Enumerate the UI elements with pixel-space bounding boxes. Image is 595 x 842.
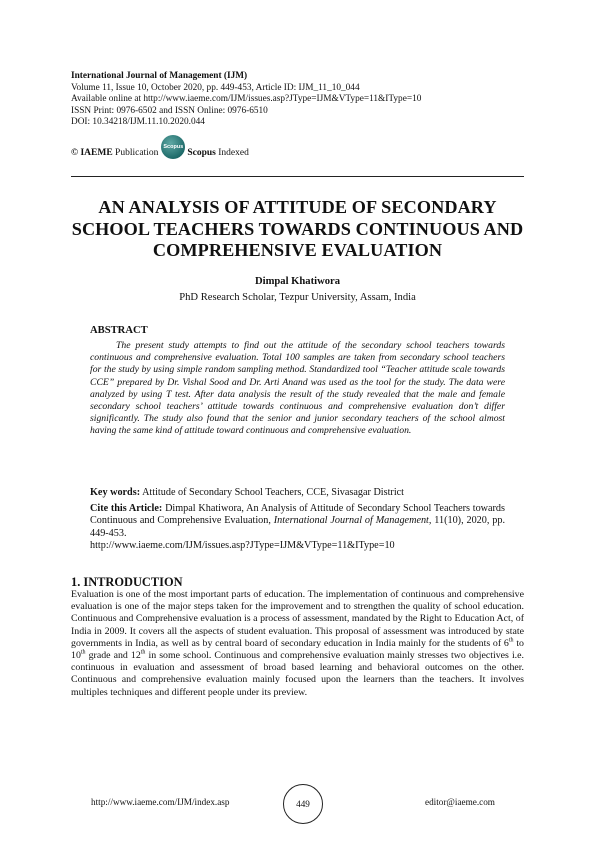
cite-url-link[interactable]: http://www.iaeme.com/IJM/issues.asp?JType=IJM&VType=11&IType=10 <box>90 540 395 552</box>
cite-label: Cite this Article: <box>90 503 163 514</box>
publication-word: Publication <box>115 148 159 158</box>
abstract-text: The present study attempts to find out the attitude of the secondary school teachers towards continuous and comprehensive evaluation. Total 100 samples are taken from secondary school teachers for the study by using simple random sampling method. Standardized tool “Teacher attitude scale towards CCE” prepared by Dr. Vishal Sood and Dr. Arti Anand was used as the tool for the study. The data were analyzed by using T test. After data analysis the result of the study revealed that the male and female secondary school teachers’ attitude towards continuous and comprehensive evaluation don’t differ significantly. The study also found that the senior and junior secondary teachers of the school almost having the same kind of attitude toward continuous and comprehensive evaluation. <box>90 340 505 437</box>
keywords-label: Key words: <box>90 487 141 498</box>
publication-row <box>71 140 249 166</box>
doi-info: DOI: 10.34218/IJM.11.10.2020.044 <box>71 117 205 128</box>
available-online: Available online at http://www.iaeme.com/IJM/issues.asp?JType=IJM&VType=11&IType=10 <box>71 94 422 105</box>
indexed-label: Indexed <box>218 148 249 158</box>
paper-title: AN ANALYSIS OF ATTITUDE OF SECONDARY SCHOOL TEACHERS TOWARDS CONTINUOUS AND COMPREHENSIVE EVALUATION <box>71 197 524 260</box>
intro-part-1: Evaluation is one of the most important parts of education. The implementation of continuous and comprehensive evaluation is one of the major steps taken for the improvement and to strengthen the quality of school education. Continuous and Comprehensive evaluation is a process of assessment, mandated by the Right to Education Act, of India in 2009. It covers all the aspects of student evaluation. This proposal of assessment was introduced by state governments in India, as well as by central board of secondary education in India mainly for the students of 6 <box>71 589 524 649</box>
cite-text: Dimpal Khatiwora, An Analysis of Attitude of Secondary School Teachers towards Continuous and Comprehensive Evaluation, <box>90 503 505 527</box>
keywords-text: Attitude of Secondary School Teachers, CCE, Sivasagar District <box>142 487 405 498</box>
header-divider <box>71 176 524 177</box>
copyright-iaeme: © IAEME <box>71 148 113 158</box>
author-name: Dimpal Khatiwora <box>254 276 341 287</box>
abstract-heading: ABSTRACT <box>90 325 148 336</box>
cite-journal: International Journal of Management, <box>273 515 432 527</box>
intro-sup-1: th <box>508 637 514 644</box>
section-heading-introduction: 1. INTRODUCTION <box>71 575 183 589</box>
page-footer <box>0 784 595 824</box>
intro-sup-2: th <box>80 649 86 656</box>
journal-name: International Journal of Management (IJM) <box>71 71 248 81</box>
scopus-label: Scopus <box>187 148 216 158</box>
issn-info: ISSN Print: 0976-6502 and ISSN Online: 0976-6510 <box>71 105 268 116</box>
scopus-logo-icon <box>161 135 185 159</box>
intro-part-4: in some school. Continuous and comprehensive evaluation mainly stresses two objectives i.e. continuous in evaluation and assessment of broad based learning and behavioral outcomes on the other. Continuous and comprehensive evaluation mainly focused upon the learners than the teachers. It involves multiples techniques and different people under its preview. <box>71 650 525 698</box>
footer-url-link[interactable]: http://www.iaeme.com/IJM/index.asp <box>91 797 230 807</box>
page-number: 449 <box>283 784 323 824</box>
intro-part-2: to 10 <box>71 637 524 662</box>
cite-volume: 11(10), 2020, pp. 449-453. <box>90 515 505 539</box>
keywords <box>90 487 510 498</box>
journal-header <box>71 71 531 129</box>
volume-info: Volume 11, Issue 10, October 2020, pp. 449-453, Article ID: IJM_11_10_044 <box>71 82 360 93</box>
citation <box>90 503 505 553</box>
introduction-text <box>71 589 524 699</box>
intro-sup-3: th <box>140 649 146 656</box>
author-affiliation: PhD Research Scholar, Tezpur University, Assam, India <box>179 292 416 303</box>
footer-email-link[interactable]: editor@iaeme.com <box>425 797 495 807</box>
scopus-logo-text: Scopus <box>163 144 184 150</box>
intro-part-3: grade and 12 <box>85 650 141 662</box>
